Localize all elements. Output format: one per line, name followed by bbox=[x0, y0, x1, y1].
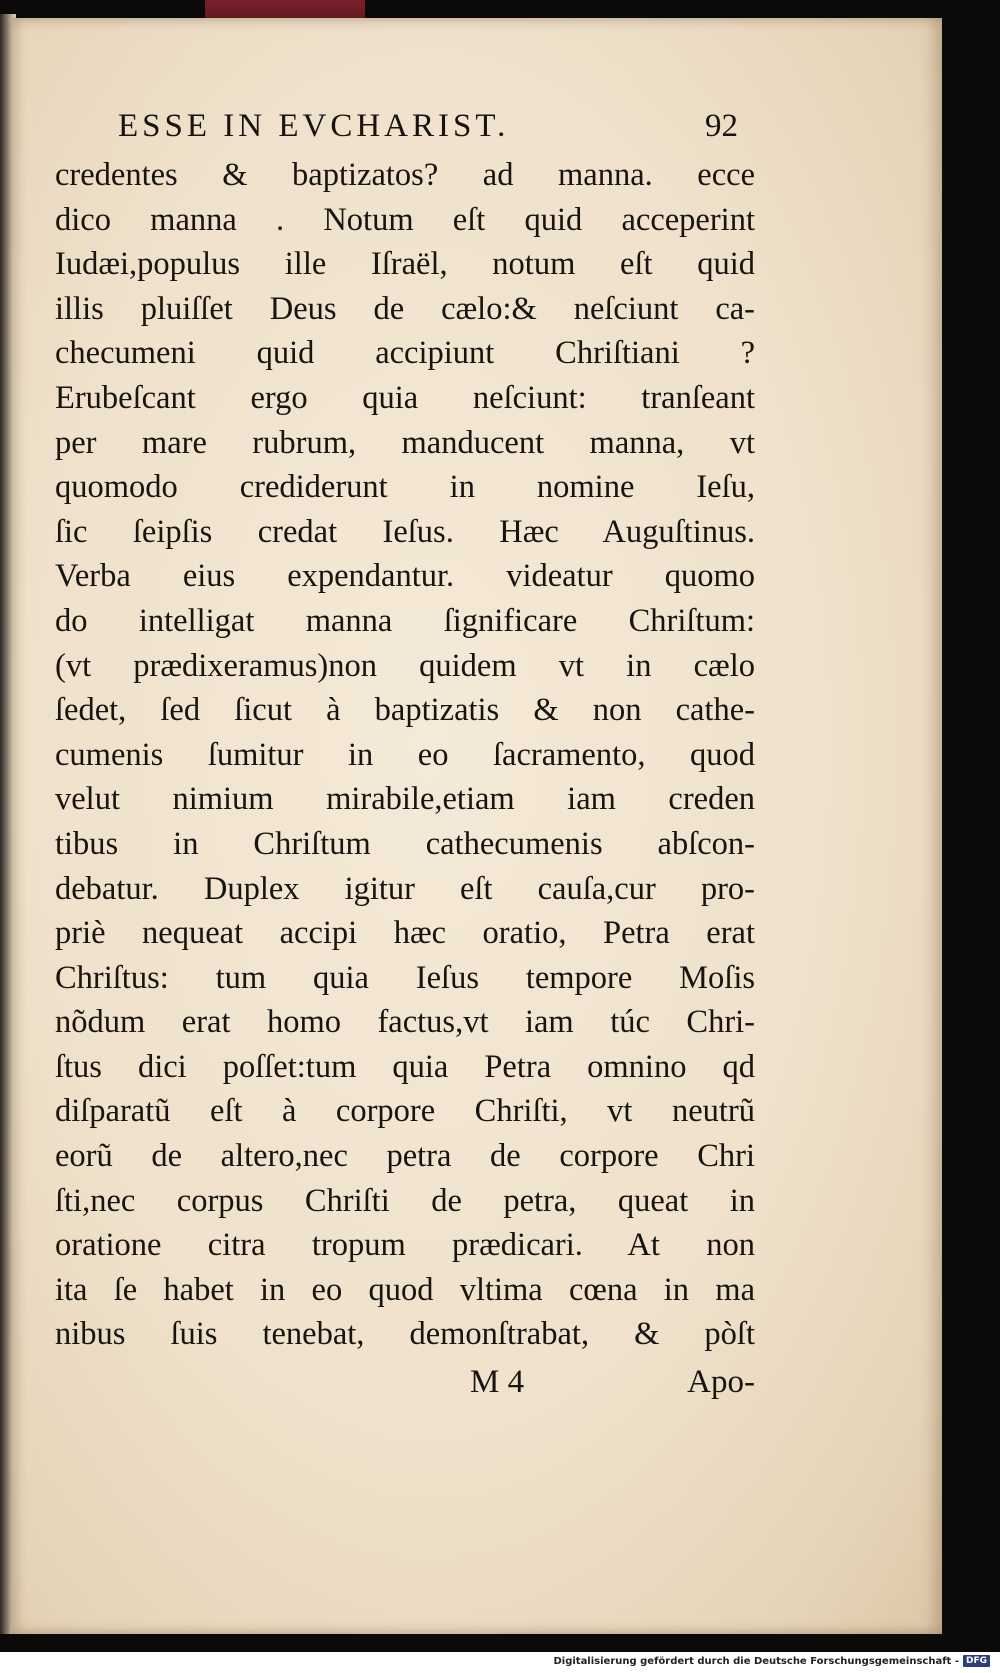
text-line: nõdum erat homo factus,vt iam túc Chri- bbox=[55, 1004, 755, 1041]
catchword: Apo- bbox=[687, 1364, 755, 1400]
text-line: Iudæi,populus ille Iſraël, notum eſt quid bbox=[55, 246, 755, 283]
text-line: priè nequeat accipi hæc oratio, Petra erat bbox=[55, 915, 755, 952]
text-line: ſic ſeipſis credat Ieſus. Hæc Auguſtinus. bbox=[55, 513, 755, 550]
text-line: dico manna . Notum eſt quid acceperint bbox=[55, 201, 755, 238]
body-text bbox=[55, 153, 755, 1357]
text-line: Erubeſcant ergo quia neſciunt: tranſeant bbox=[55, 379, 755, 416]
text-line: ita ſe habet in eo quod vltima cœna in ma bbox=[55, 1271, 755, 1308]
text-line: credentes & baptizatos? ad manna. ecce bbox=[55, 157, 755, 193]
text-line: ſtus dici poſſet:tum quia Petra omnino qd bbox=[55, 1048, 755, 1085]
text-line: oratione citra tropum prædicari. At non bbox=[55, 1227, 755, 1264]
text-line: illis pluiſſet Deus de cælo:& neſciunt ca- bbox=[55, 290, 755, 327]
text-line: quomodo crediderunt in nomine Ieſu, bbox=[55, 469, 755, 506]
text-line: per mare rubrum, manducent manna, vt bbox=[55, 424, 755, 461]
text-line: Verba eius expendantur. videatur quomo bbox=[55, 558, 755, 595]
text-line: (vt prædixeramus)non quidem vt in cælo bbox=[55, 647, 755, 684]
text-line: ſedet, ſed ſicut à baptizatis & non cathe- bbox=[55, 692, 755, 729]
text-line: checumeni quid accipiunt Chriſtiani ? bbox=[55, 335, 755, 372]
credit-text: Digitalisierung gefördert durch die Deutsche Forschungsgemeinschaft - bbox=[553, 1655, 959, 1667]
text-line: tibus in Chriſtum cathecumenis abſcon- bbox=[55, 825, 755, 862]
text-line: do intelligat manna ſignificare Chriſtum: bbox=[55, 602, 755, 639]
digitization-credit bbox=[553, 1655, 990, 1667]
text-line: debatur. Duplex igitur eſt cauſa,cur pro- bbox=[55, 870, 755, 907]
page-number: 92 bbox=[705, 108, 738, 144]
text-line: ſti,nec corpus Chriſti de petra, queat in bbox=[55, 1182, 755, 1219]
text-line: cumenis ſumitur in eo ſacramento, quod bbox=[55, 736, 755, 773]
text-line: diſparatũ eſt à corpore Chriſti, vt neutrũ bbox=[55, 1093, 755, 1130]
page-header bbox=[118, 108, 738, 152]
page-footer bbox=[470, 1364, 755, 1408]
text-line: Chriſtus: tum quia Ieſus tempore Moſis bbox=[55, 959, 755, 996]
text-line: eorũ de altero,nec petra de corpore Chri bbox=[55, 1138, 755, 1175]
text-line: velut nimium mirabile,etiam iam creden bbox=[55, 781, 755, 818]
signature-mark: M 4 bbox=[470, 1364, 525, 1400]
dfg-logo-icon: DFG bbox=[963, 1655, 990, 1667]
running-head: ESSE IN EVCHARIST. bbox=[118, 108, 510, 144]
text-line: nibus ſuis tenebat, demonſtrabat, & pòſt bbox=[55, 1316, 755, 1353]
